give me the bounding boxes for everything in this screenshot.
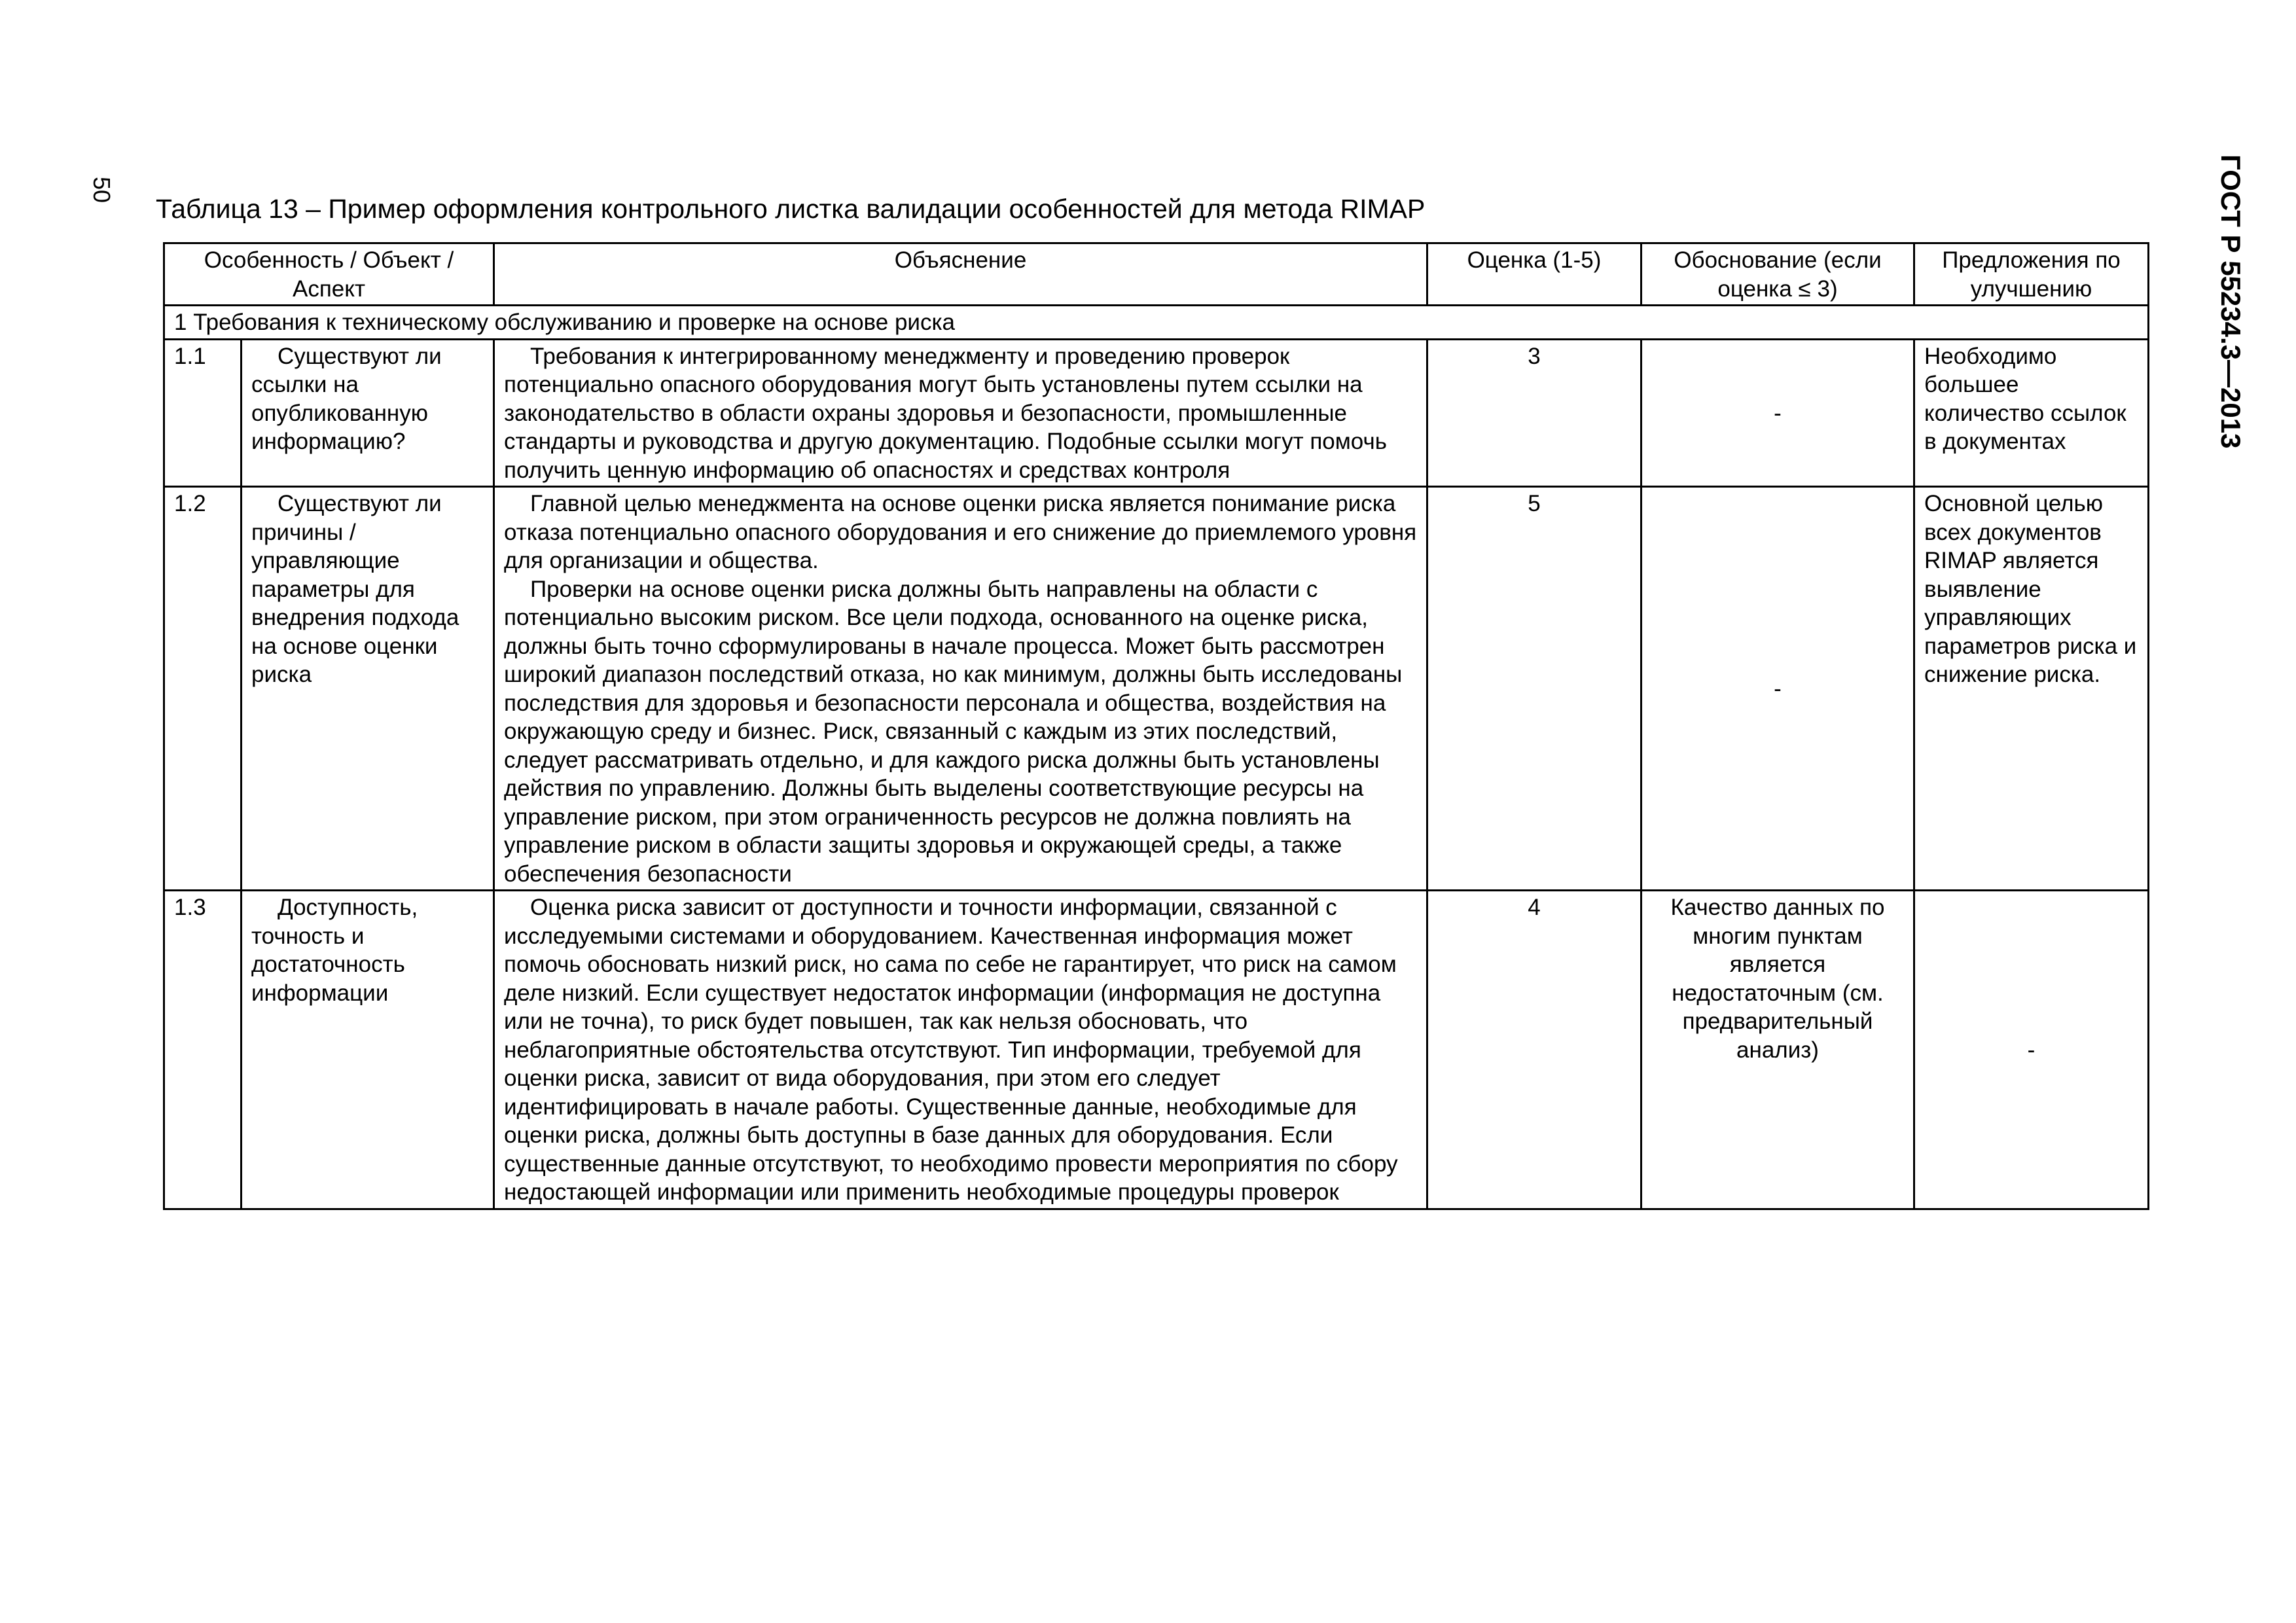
- row-suggestion: Необходимо большее количество ссылок в документах: [1914, 339, 2149, 487]
- row-aspect: [242, 339, 494, 487]
- table-caption: Таблица 13 – Пример оформления контрольного листка валидации особенностей для метода RIMAP: [156, 194, 1426, 224]
- row-score: 5: [1427, 487, 1641, 891]
- explanation-paragraph: Главной целью менеджмента на основе оценки риска является понимание риска отказа потенциально опасного оборудования и его снижение до приемлемого уровня для организации и общества.: [504, 491, 1417, 573]
- table-row: [164, 891, 2149, 1209]
- row-number: 1.2: [164, 487, 242, 891]
- header-explanation: Объяснение: [494, 243, 1427, 306]
- section-row: [164, 306, 2149, 340]
- table-row: [164, 487, 2149, 891]
- row-score: 3: [1427, 339, 1641, 487]
- header-score: Оценка (1-5): [1427, 243, 1641, 306]
- table-header-row: [164, 243, 2149, 306]
- header-feature: Особенность / Объект / Аспект: [164, 243, 494, 306]
- section-title: 1 Требования к техническому обслуживанию и проверке на основе риска: [164, 306, 2149, 340]
- table-row: [164, 339, 2149, 487]
- row-justification: -: [1641, 339, 1914, 487]
- row-score: 4: [1427, 891, 1641, 1209]
- explanation-paragraph: Требования к интегрированному менеджменту и проведению проверок потенциально опасного оборудования могут быть установлены путем ссылки на законодательство в области охраны здоровья и безопасности, промышленные стандарты и руководства и другую документацию. Подобные ссылки могут помочь получить ценную информацию об опасностях и средствах контроля: [504, 343, 1387, 483]
- explanation-paragraph: Оценка риска зависит от доступности и точности информации, связанной с исследуемыми системами и оборудованием. Качественная информация может помочь обосновать низкий риск, но сама по себе не гарантирует, что риск на самом деле низкий. Если существует недостаток информации (информация не доступна или не точна), то риск будет повышен, так как нельзя обосновать, что неблагоприятные обстоятельства отсутствуют. Тип информации, требуемой для оценки риска, зависит от вида оборудования, при этом его следует идентифицировать в начале работы. Существенные данные, необходимые для оценки риска, должны быть доступны в базе данных для оборудования. Если существенные данные отсутствуют, то необходимо провести мероприятия по сбору недостающей информации или применить необходимые процедуры проверок: [504, 895, 1398, 1205]
- validation-checklist-table: [163, 242, 2149, 1210]
- row-explanation: [494, 891, 1427, 1209]
- explanation-paragraph: Проверки на основе оценки риска должны быть направлены на области с потенциально высоким риском. Все цели подхода, основанного на оценке риска, должны быть точно сформулированы в начале процесса. Может быть рассмотрен широкий диапазон последствий отказа, но как минимум, должны быть исследованы последствия для здоровья и безопасности персонала и общества, воздействия на окружающую среду и бизнес. Риск, связанный с каждым из этих последствий, следует рассматривать отдельно, и для каждого риска должны быть установлены действия по управлению. Должны быть выделены соответствующие ресурсы на управление риском, при этом ограниченность ресурсов не должна повлиять на управление риском в области защиты здоровья и окружающей среды, а также обеспечения безопасности: [504, 576, 1403, 887]
- row-number: 1.1: [164, 339, 242, 487]
- page-number: 50: [88, 177, 115, 204]
- aspect-text: Доступность, точность и достаточность информации: [251, 895, 418, 1006]
- row-explanation: [494, 339, 1427, 487]
- header-suggestions: Предложения по улучшению: [1914, 243, 2149, 306]
- row-justification: -: [1641, 487, 1914, 891]
- aspect-text: Существуют ли причины / управляющие параметры для внедрения подхода на основе оценки риска: [251, 491, 459, 687]
- document-code: ГОСТ Р 55234.3—2013: [2215, 154, 2246, 449]
- row-aspect: [242, 487, 494, 891]
- row-suggestion: Основной целью всех документов RIMAP является выявление управляющих параметров риска и снижение риска.: [1914, 487, 2149, 891]
- row-justification: Качество данных по многим пунктам является недостаточным (см. предварительный анализ): [1641, 891, 1914, 1209]
- row-explanation: [494, 487, 1427, 891]
- header-justification: Обоснование (если оценка ≤ 3): [1641, 243, 1914, 306]
- row-suggestion: -: [1914, 891, 2149, 1209]
- row-number: 1.3: [164, 891, 242, 1209]
- row-aspect: [242, 891, 494, 1209]
- aspect-text: Существуют ли ссылки на опубликованную информацию?: [251, 343, 442, 454]
